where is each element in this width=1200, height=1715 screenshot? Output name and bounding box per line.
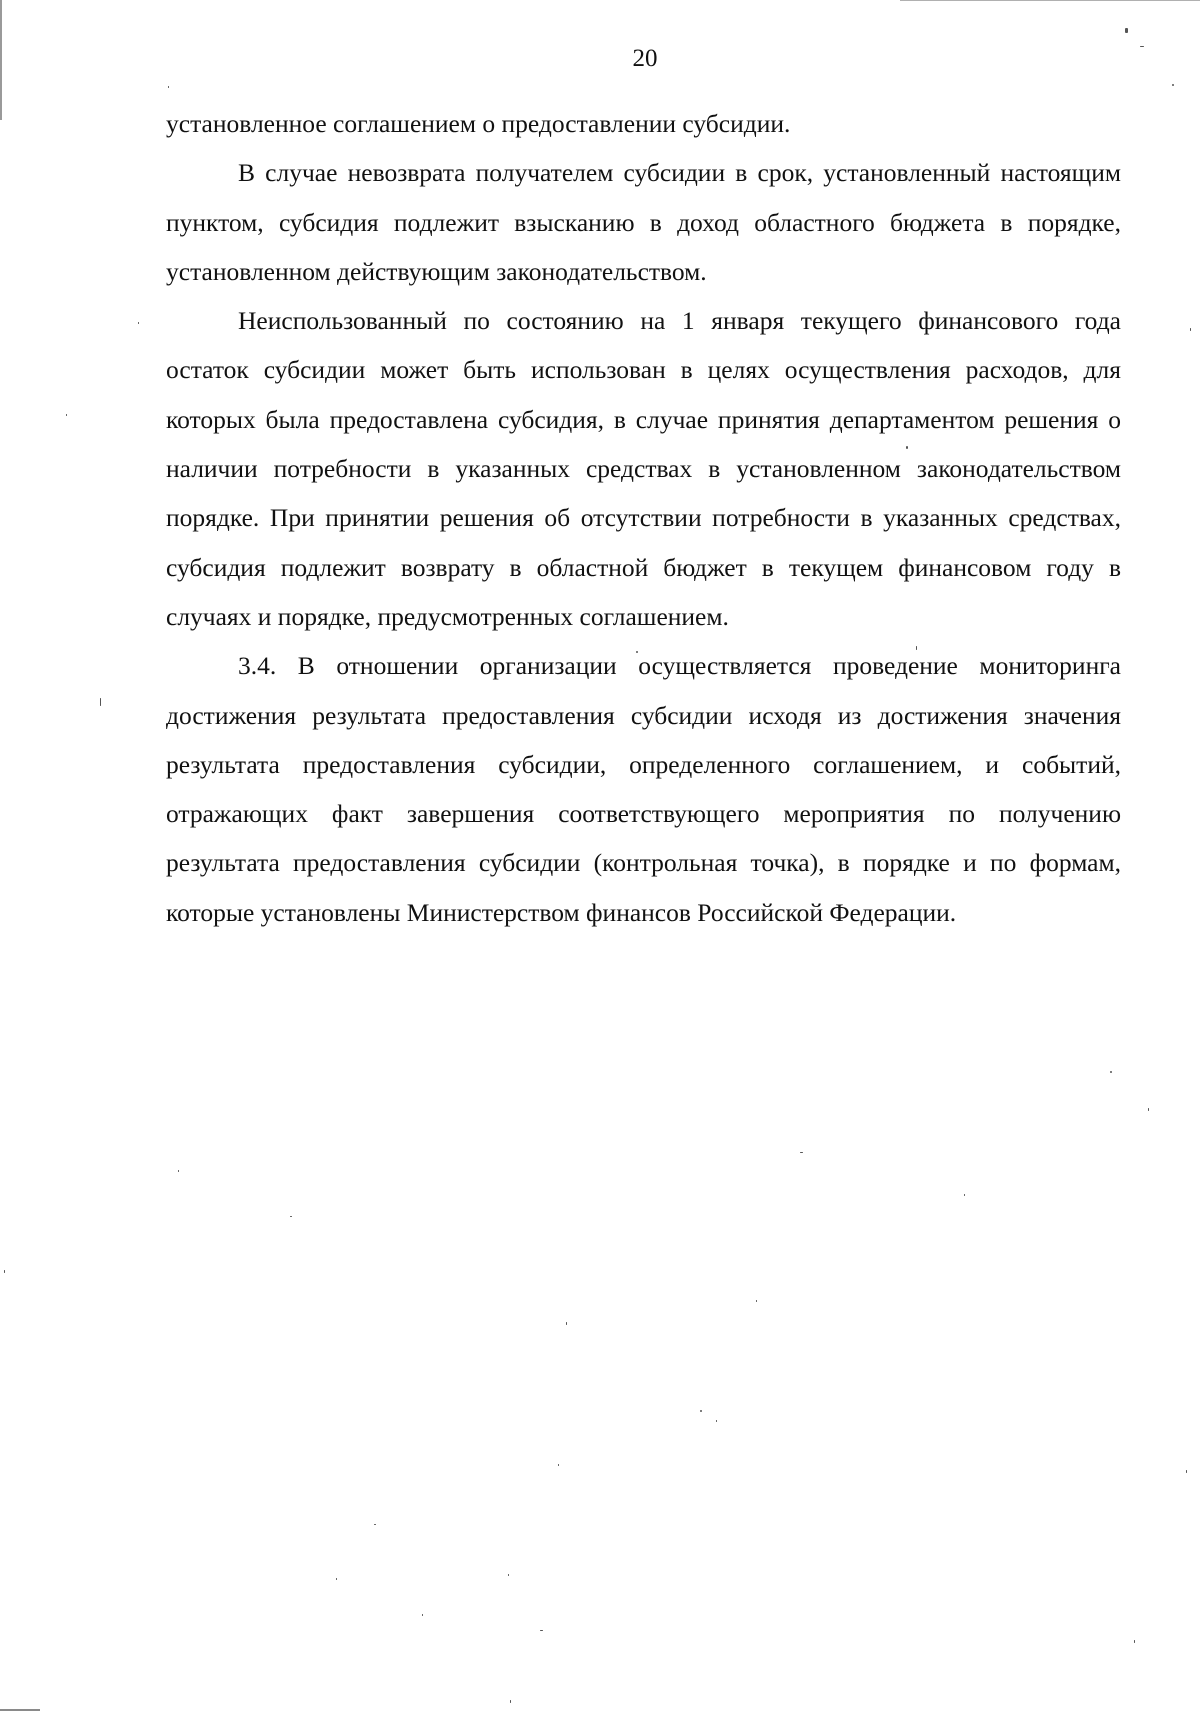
paragraph-unused-balance: Неиспользованный по состоянию на 1 января текущего финансового года остаток субсидии может быть использован в целях осуществления расходов, для которых была предоставлена субсидия, в случае принятия департаментом решения о наличии потребности в указанных средствах в установленном законодательством порядке. При принятии решения об отсутствии потребности в указанных средствах, субсидия подлежит возврату в областной бюджет в текущем финансовом году в случаях и порядке, предусмотренных соглашением. (166, 306, 1121, 631)
page-number: 20 (632, 45, 658, 72)
scan-speck (540, 1630, 543, 1631)
paragraph-section-3-4: 3.4. В отношении организации осуществляется проведение мониторинга достижения результата предоставления субсидии исходя из достижения значения результата предоставления субсидии, определенного соглашением, и событий, отражающих факт завершения соответствующего мероприятия по получению результата предоставления субсидии (контрольная точка), в порядке и по формам, которые установлены Министерством финансов Российской Федерации. (166, 651, 1121, 927)
scan-speck (1148, 1108, 1149, 1111)
scan-speck (700, 1410, 702, 1412)
scan-speck (178, 1170, 179, 1172)
scan-speck (290, 1216, 292, 1217)
scan-speck (558, 1464, 559, 1466)
scan-speck (374, 1524, 376, 1525)
scan-speck (800, 1152, 803, 1153)
scan-speck (336, 1578, 337, 1580)
scan-speck (964, 1194, 965, 1196)
scan-speck (138, 322, 139, 324)
document-body (166, 99, 1121, 937)
scan-speck (100, 698, 101, 706)
scan-speck (508, 1574, 509, 1576)
scan-speck (168, 86, 169, 88)
scan-edge-bottom (0, 1709, 40, 1711)
scan-speck (66, 414, 67, 416)
scan-speck (1110, 1071, 1112, 1073)
scan-speck (422, 1614, 423, 1616)
scan-speck (510, 1700, 511, 1703)
scan-speck (1186, 1470, 1187, 1473)
scan-speck (716, 1420, 717, 1422)
scan-speck (1190, 328, 1191, 331)
scan-speck (1125, 28, 1128, 33)
scan-speck (1134, 1640, 1135, 1643)
scan-speck (756, 1300, 757, 1302)
paragraph-nonrefund: В случае невозврата получателем субсидии в срок, установленный настоящим пунктом, субсидия подлежит взысканию в доход областного бюджета в порядке, установленном действующим законодательством. (166, 158, 1121, 286)
scan-edge-top (900, 0, 1200, 1)
scan-speck (4, 1270, 5, 1273)
paragraph-continuation: установленное соглашением о предоставлении субсидии. (166, 109, 791, 138)
scan-speck (566, 1322, 567, 1325)
scan-speck (1172, 84, 1174, 86)
